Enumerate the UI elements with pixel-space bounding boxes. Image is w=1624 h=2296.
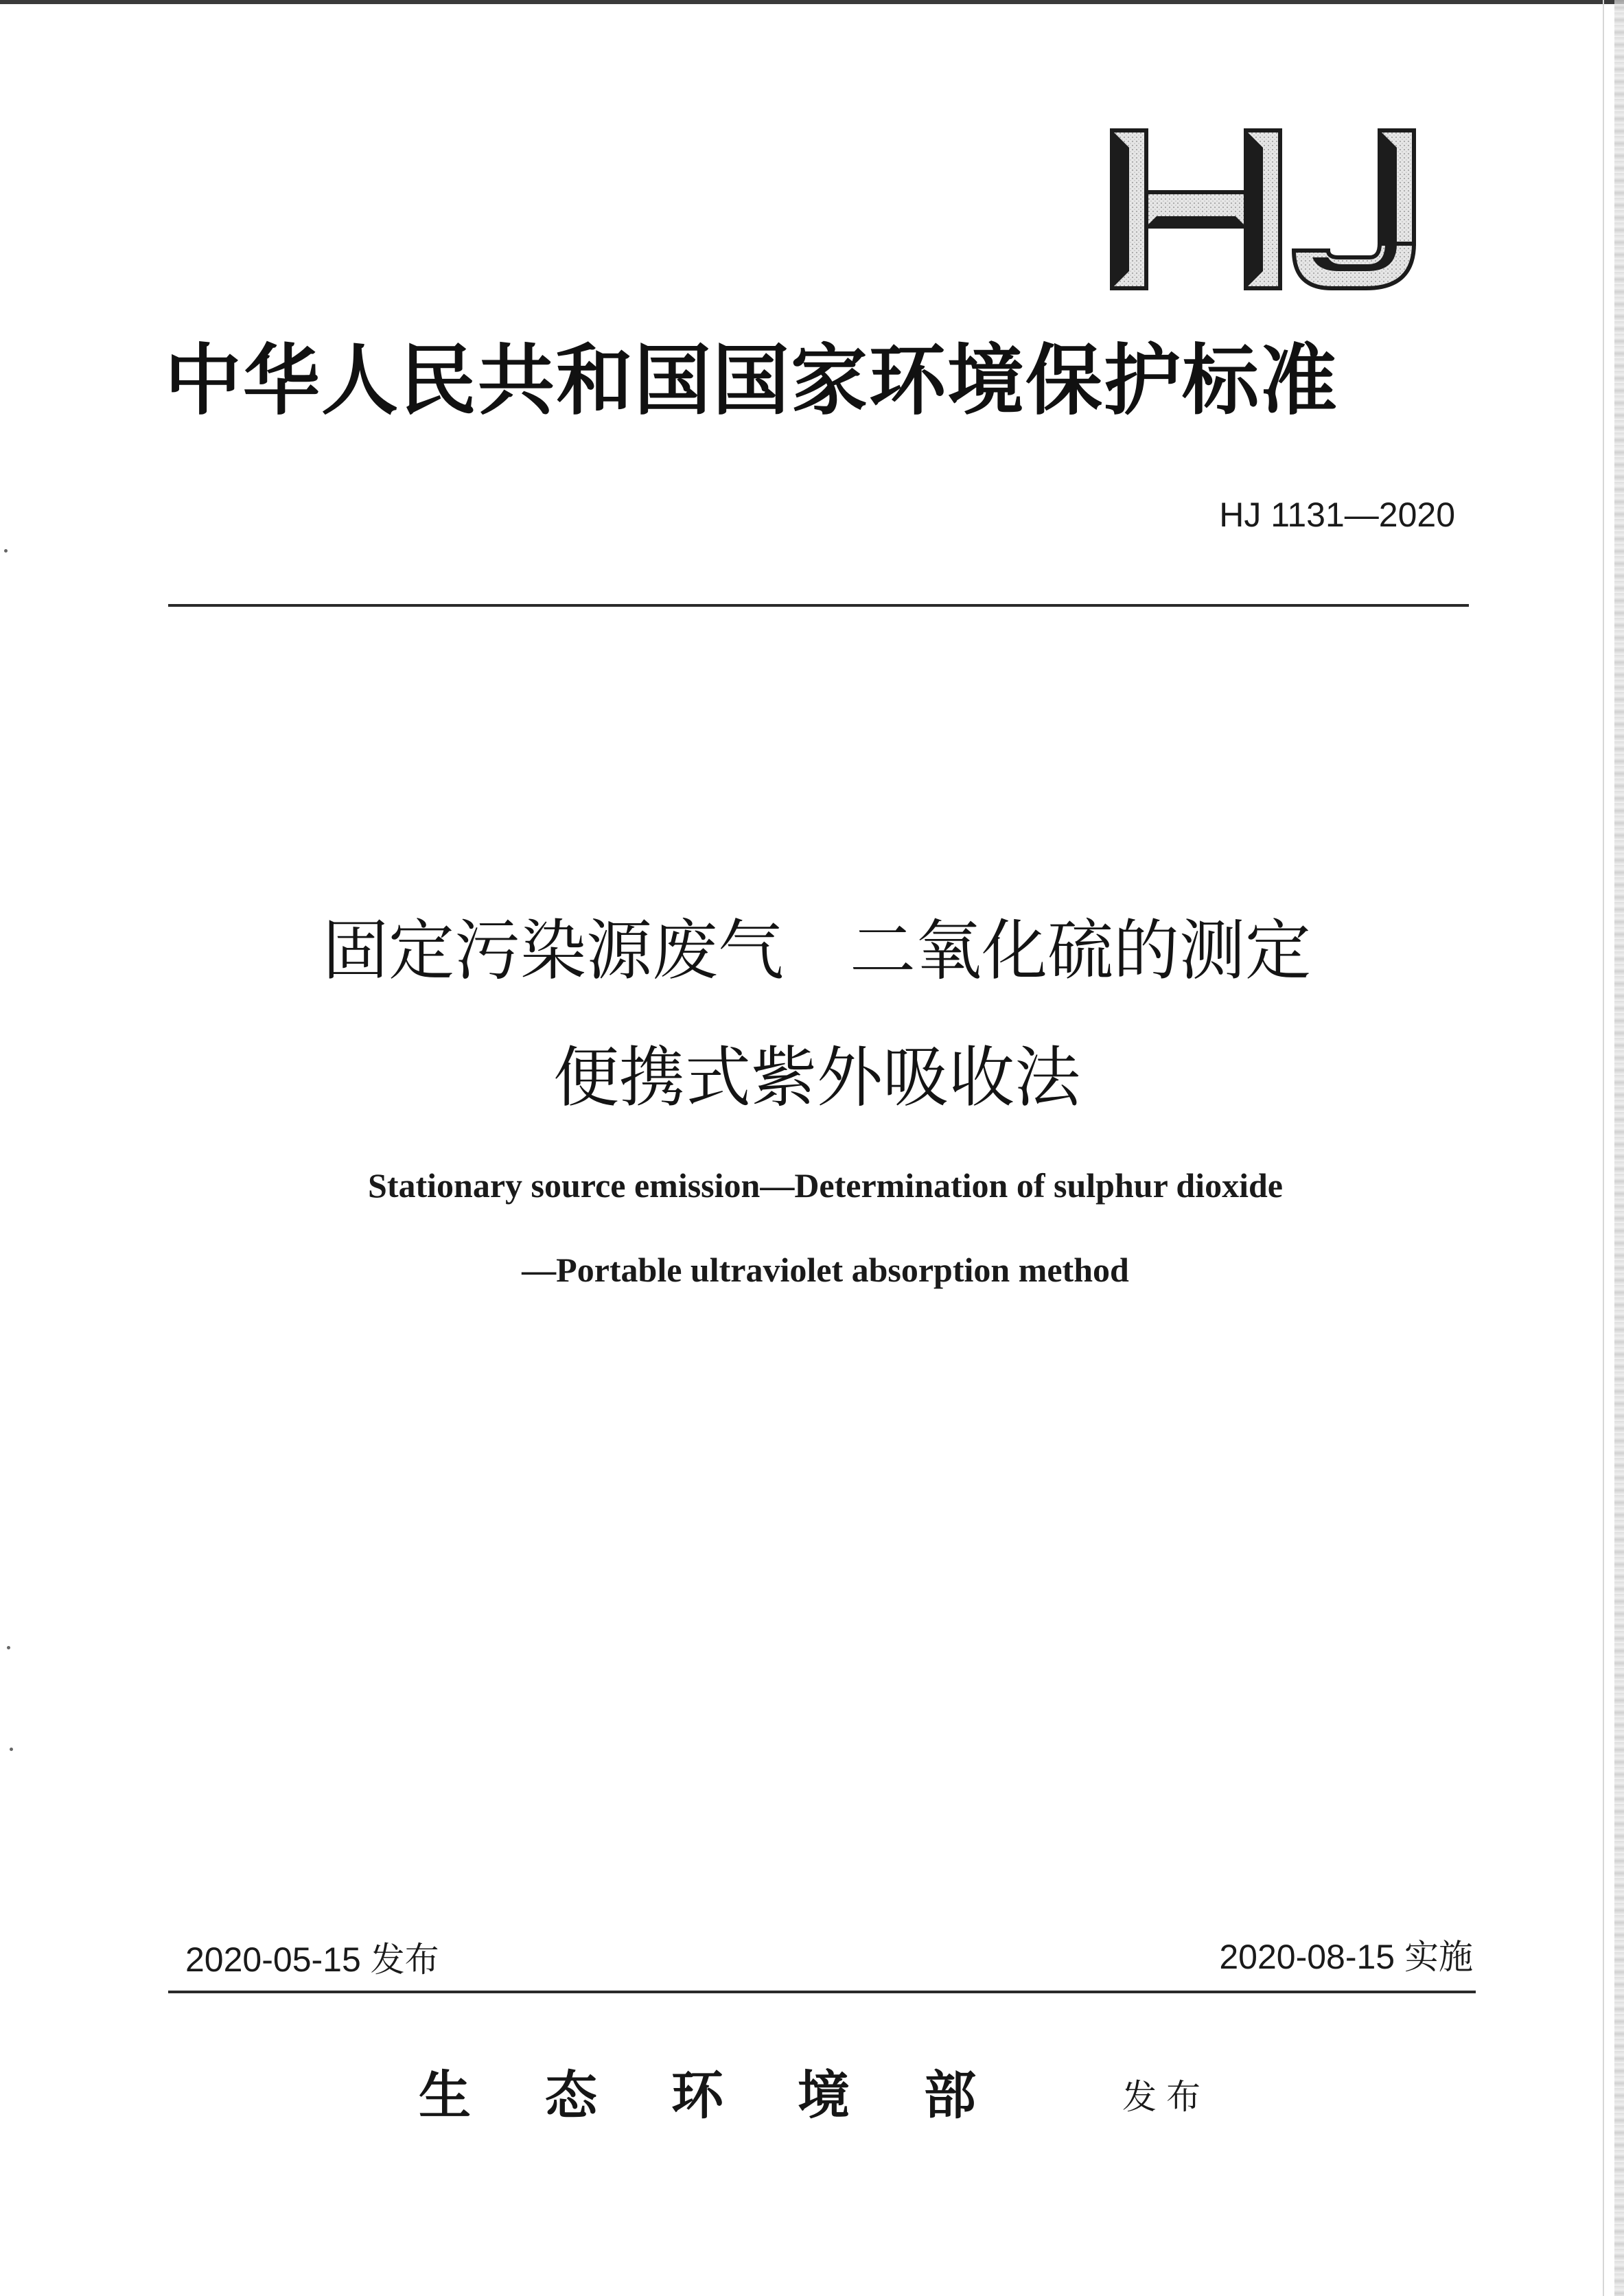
publish-label: 发布 <box>1122 2077 1210 2117</box>
issue-date: 2020-05-15 发布 <box>185 1940 439 1979</box>
scan-speck <box>4 549 8 553</box>
title-cn-line1: 固定污染源废气 二氧化硫的测定 <box>323 912 1311 989</box>
footer-divider <box>168 1991 1476 1993</box>
scan-edge-right <box>1614 0 1624 2296</box>
scan-speck <box>10 1748 13 1751</box>
title-cn-line2: 便携式紫外吸收法 <box>553 1039 1080 1116</box>
header-divider <box>168 604 1469 607</box>
publisher-name: 生态环境部 <box>419 2065 1050 2126</box>
standard-number: HJ 1131—2020 <box>1219 496 1455 534</box>
scan-edge-top <box>0 0 1624 4</box>
title-en-line2: —Portable ultraviolet absorption method <box>522 1251 1129 1289</box>
scan-speck <box>7 1646 10 1649</box>
hj-standard-logo-icon <box>1098 124 1428 295</box>
scan-edge-line <box>1603 0 1604 2296</box>
org-title: 中华人民共和国国家环境保护标准 <box>165 336 1338 426</box>
title-en-line1: Stationary source emission—Determination of sulphur dioxide <box>368 1166 1283 1205</box>
effective-date: 2020-08-15 实施 <box>1219 1938 1473 1976</box>
